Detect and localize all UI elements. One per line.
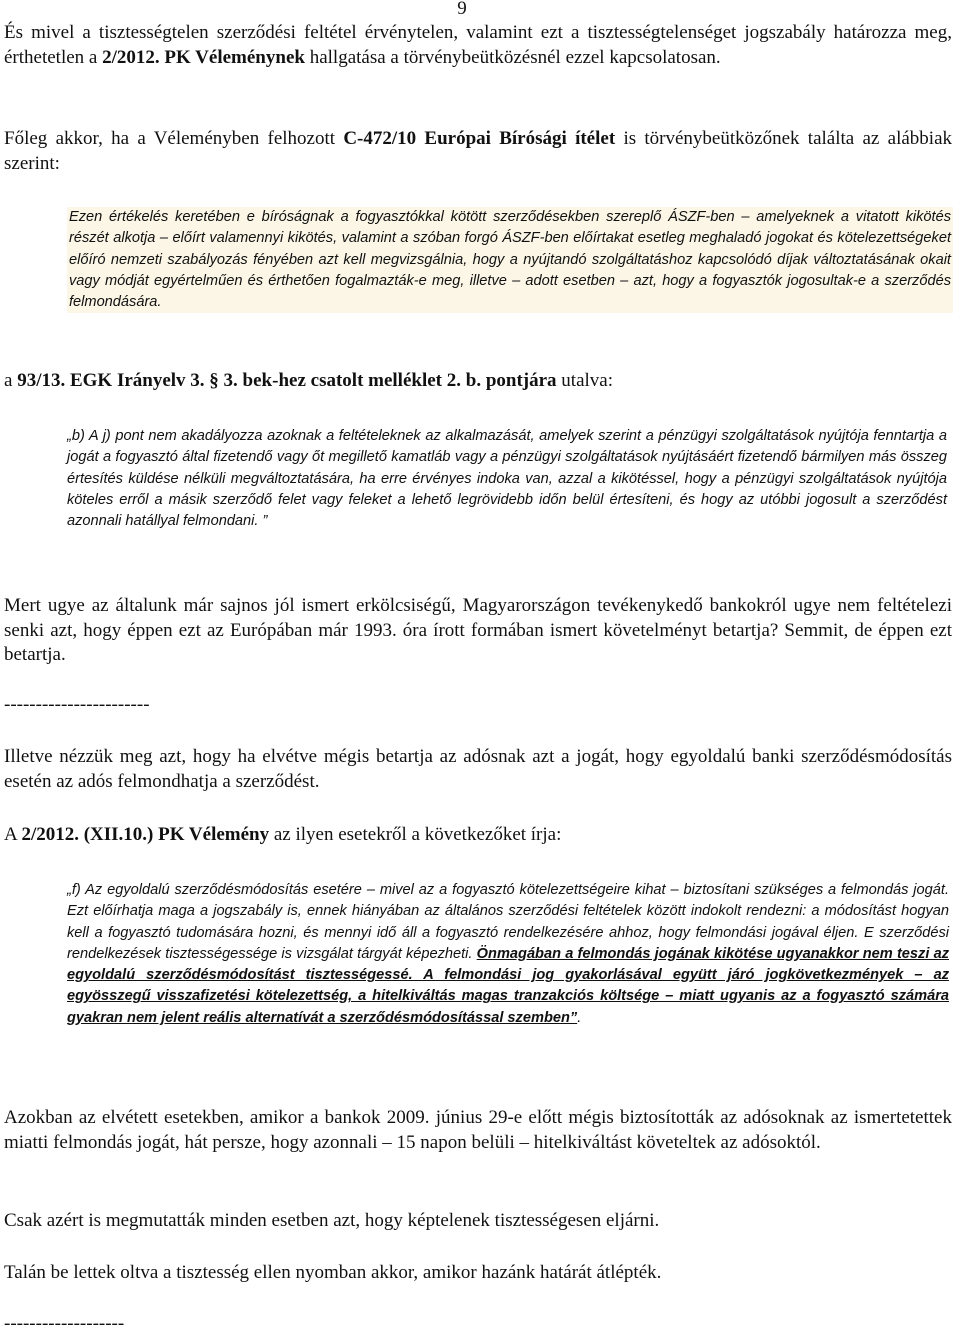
paragraph-banks: Mert ugye az általunk már sajnos jól ismert erkölcsiségű, Magyarországon tevékenykedő bankokról ugye nem feltételezi senki azt, hogy éppen ezt az Európában már 1993. óra írott formában ismert követelményt betartja? Semmit, de éppen ezt betartja. xyxy=(4,595,952,665)
paragraph-pk-opinion xyxy=(4,823,952,848)
pk-opinion-title: 2/2012. (XII.10.) PK Vélemény xyxy=(21,824,270,845)
paragraph-court-ruling xyxy=(4,127,952,176)
paragraph-court-ruling-text-c: is törvénybeütközőnek találta az alábbiak szerint: xyxy=(4,128,953,174)
quote-court-ruling: Ezen értékelés keretében e bíróságnak a fogyasztókkal kötött szerződésekben szereplő ÁSZF-ben – amelyeknek a vitatott kikötés részét alkotja – előírt valamennyi kikötés, valamint a szóban forgó ÁSZF-ben előírtakat esetleg meghaladó jogokat és kötelezettségeket előíró nemzeti szabályozás fényében azt kell megvizsgálnia, hogy a nyújtandó szolgáltatáshoz kapcsolódó díjak változtatásának okait vagy módját egyértelműen és érthetően fogalmazták-e meg, illetve – adott esetben – azt, hogy a fogyasztók jogosultak-e a szerződés felmondására. xyxy=(67,207,953,313)
separator-line: ----------------------- xyxy=(4,694,150,715)
separator-line-bottom: ------------------- xyxy=(4,1313,125,1334)
directive-reference: 93/13. EGK Irányelv 3. § 3. bek-hez csatolt melléklet 2. b. pontjára xyxy=(17,370,557,391)
page-number: 9 xyxy=(457,0,467,19)
quote-pk-opinion-text-a: „f) Az egyoldalú szerződésmódosítás esetére – mivel az a fogyasztó kötelezettségeire kihat – biztosítani szükséges a felmondás jogát. Ezt előírhatja maga a jogszabály is, ennek hiányában az általános szerződési feltételek között indokolt rendezni: a módosítást hogyan kell a fogyasztó tudomására hozni, és mennyi idő áll a fogyasztó rendelkezésére ahhoz, hogy felmondási jogával éljen. E szerződési rendelkezések tisztességessége is vizsgálat tárgyát képezheti. xyxy=(67,882,949,962)
pk-opinion-reference: 2/2012. PK Véleménynek xyxy=(102,46,305,68)
quote-directive: „b) A j) pont nem akadályozza azoknak a feltételeknek az alkalmazását, amelyek szerint a pénzügyi szolgáltatások nyújtója fenntartja a jogát a fogyasztó által fizetendő vagy őt megillető kamatláb vagy a pénzügyi szolgáltatások nyújtásáért fizetendő bármilyen más összeg értesítés küldése nélküli megváltoztatására, ha erre érvényes indoka van, azzal a kikötéssel, hogy a pénzügyi szolgáltatások nyújtója köteles erről a másik szerződő felet vagy feleket a lehető legrövidebb időn belül értesíteni, és hogy az utóbbi jogosult a szerződést azonnali hatállyal felmondani. ” xyxy=(67,428,947,530)
paragraph-intro xyxy=(4,21,952,70)
paragraph-pk-opinion-text-c: az ilyen esetekről a következőket írja: xyxy=(269,824,562,845)
quote-pk-opinion-emphasis: Önmagában a felmondás jogának kikötése ugyanakkor nem teszi az egyoldalú szerződésmódosítást tisztességessé. A felmondási jog gyakorlásával együtt járó jogkövetkezmények – az egyösszegű visszafizetési kötelezettség, a hitelkiváltás magas tranzakciós költsége – miatt ugyanis az a fogyasztó számára gyakran nem jelent reális alternatívát a szerződésmódosítással szemben” xyxy=(67,945,949,1026)
paragraph-directive xyxy=(4,369,952,394)
quote-pk-opinion-text-c: . xyxy=(577,1009,582,1026)
paragraph-border: Talán be lettek oltva a tisztesség ellen nyomban akkor, amikor hazánk határát átlépték. xyxy=(4,1262,662,1283)
paragraph-intro-text-a: És mivel a tisztességtelen szerződési feltétel érvénytelen, valamint ezt a tisztességtelenséget jogszabály határozza meg, érthetetlen a xyxy=(4,22,952,68)
paragraph-court-ruling-text-a: Főleg akkor, ha a Véleményben felhozott xyxy=(4,128,344,149)
quote-pk-opinion xyxy=(67,880,949,1029)
paragraph-dishonesty: Csak azért is megmutatták minden esetben azt, hogy képtelenek tisztességesen eljárni. xyxy=(4,1210,660,1231)
court-ruling-reference: C-472/10 Európai Bírósági ítélet xyxy=(343,128,616,149)
paragraph-directive-text-c: utalva: xyxy=(556,370,613,391)
paragraph-directive-text-a: a xyxy=(4,370,18,391)
paragraph-refinancing: Azokban az elvétett esetekben, amikor a bankok 2009. június 29-e előtt mégis biztosították az adósoknak az ismertetettek miatti felmondás jogát, hát persze, hogy azonnali – 15 napon belüli – hitelkiváltást követeltek az adósoktól. xyxy=(4,1107,952,1153)
paragraph-intro-text-c: hallgatása a törvénybeütközésnél ezzel kapcsolatosan. xyxy=(304,46,721,68)
paragraph-pk-opinion-text-a: A xyxy=(4,824,22,845)
paragraph-termination: Illetve nézzük meg azt, hogy ha elvétve mégis betartja az adósnak azt a jogát, hogy egyoldalú banki szerződésmódosítás esetén az adós felmondhatja a szerződést. xyxy=(4,746,952,792)
